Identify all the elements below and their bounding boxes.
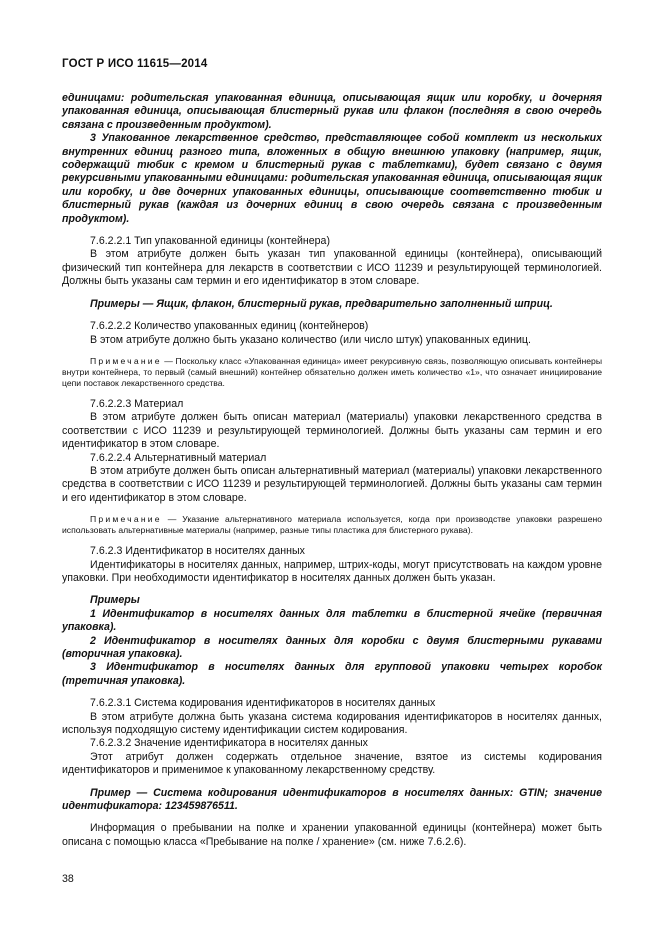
document-header: ГОСТ Р ИСО 11615—2014 — [62, 58, 208, 70]
section-text-7-6-2-2-1: В этом атрибуте должен быть указан тип упакованной единицы (контейнера), описывающий физический тип контейнера для лекарств в соответствии с ИСО 11239 и результирующей терминологией. Должны быть указаны сам термин и его идентификатор в этом словаре. — [62, 248, 602, 288]
section-example-7-6-2-2-1: Примеры — Ящик, флакон, блистерный рукав, предварительно заполненный шприц. — [90, 297, 553, 310]
page-number: 38 — [62, 873, 74, 885]
section-text-7-6-2-2-3: В этом атрибуте должен быть описан материал (материалы) упаковки лекарственного средства в соответствии с ИСО 11239 и результирующей терминологией. Должны быть указаны сам термин и его идентификатор в этом словаре. — [62, 411, 602, 451]
note-label: Примечание — [90, 514, 162, 525]
example-item-3: 3 Идентификатор в носителях данных для групповой упаковки четырех коробок (третичная упаковка). — [62, 661, 602, 687]
note-7-6-2-2-2 — [62, 356, 602, 389]
section-heading-7-6-2-2-4: 7.6.2.2.4 Альтернативный материал — [90, 451, 267, 464]
section-heading-7-6-2-3: 7.6.2.3 Идентификатор в носителях данных — [90, 545, 305, 558]
section-text-7-6-2-3-2: Этот атрибут должен содержать отдельное значение, взятое из системы кодирования идентификаторов и применимое к упакованному лекарственному средству. — [62, 750, 602, 777]
section-text-7-6-2-3-1: В этом атрибуте должна быть указана система кодирования идентификаторов в носителях данных, используя подходящую систему идентификации систем кодирования. — [62, 710, 602, 737]
example-item-1: 1 Идентификатор в носителях данных для таблетки в блистерной ячейке (первичная упаковка). — [62, 607, 602, 634]
section-heading-7-6-2-2-1: 7.6.2.2.1 Тип упакованной единицы (контейнера) — [90, 235, 330, 248]
note-text: — Указание альтернативного материала используется, когда при производстве упаковки разрешено использовать альтернативные материалы (например, разные типы пластика для блистерного рукава). — [62, 514, 602, 536]
example-continuation: единицами: родительская упакованная единица, описывающая ящик или коробку, и дочерняя упакованная единица, описывающая блистерный рукав или флакон (последняя в свою очередь связана с произведенным продуктом). — [62, 92, 602, 131]
section-text-7-6-2-2-2: В этом атрибуте должно быть указано количество (или число штук) упакованных единиц. — [90, 333, 531, 346]
document-body — [62, 92, 602, 849]
examples-title: Примеры — [90, 594, 140, 607]
section-heading-7-6-2-2-3: 7.6.2.2.3 Материал — [90, 397, 184, 410]
section-heading-7-6-2-2-2: 7.6.2.2.2 Количество упакованных единиц (контейнеров) — [90, 320, 369, 333]
example-3: 3 Упакованное лекарственное средство, представляющее собой комплект из нескольких внутренних единиц разного типа, вложенных в общую внешнюю упаковку (например, ящик, содержащий тюбик с кремом и блистерный рукав с таблетками), будет связано с двумя рекурсивными упакованными единицами: родительская упакованная единица, описывающая ящик или коробку, и две дочерних упакованных единицы, описывающие соответственно тюбик и блистерный рукав (каждая из дочерних единиц в свою очередь связана с произведенным продуктом). — [62, 132, 602, 225]
section-text-7-6-2-2-4: В этом атрибуте должен быть описан альтернативный материал (материалы) упаковки лекарственного средства в соответствии с ИСО 11239 и результирующей терминологией. Должны быть указаны сам термин и его идентификатор в этом словаре. — [62, 464, 602, 504]
note-7-6-2-2-4 — [62, 514, 602, 536]
section-heading-7-6-2-3-2: 7.6.2.3.2 Значение идентификатора в носителях данных — [90, 737, 368, 750]
closing-paragraph: Информация о пребывании на полке и хранении упакованной единицы (контейнера) может быть описана с помощью класса «Пребывание на полке / хранение» (см. ниже 7.6.2.6). — [62, 822, 602, 848]
example-item-2: 2 Идентификатор в носителях данных для коробки с двумя блистерными рукавами (вторичная упаковка). — [62, 634, 602, 660]
section-heading-7-6-2-3-1: 7.6.2.3.1 Система кодирования идентификаторов в носителях данных — [90, 697, 436, 710]
note-label: Примечание — [90, 355, 162, 366]
section-text-7-6-2-3: Идентификаторы в носителях данных, например, штрих-коды, могут присутствовать на каждом уровне упаковки. При необходимости идентификатор в носителях данных должен быть указан. — [62, 558, 602, 584]
note-text: — Поскольку класс «Упакованная единица» имеет рекурсивную связь, позволяющую описывать контейнеры внутри контейнера, то первый (самый внешний) контейнер обязательно должен иметь количество «1», что означает инициирование цепи поставок лекарственного средства. — [62, 355, 602, 388]
section-example-7-6-2-3-2: Пример — Система кодирования идентификаторов в носителях данных: GTIN; значение идентификатора: 123459876511. — [62, 786, 602, 813]
